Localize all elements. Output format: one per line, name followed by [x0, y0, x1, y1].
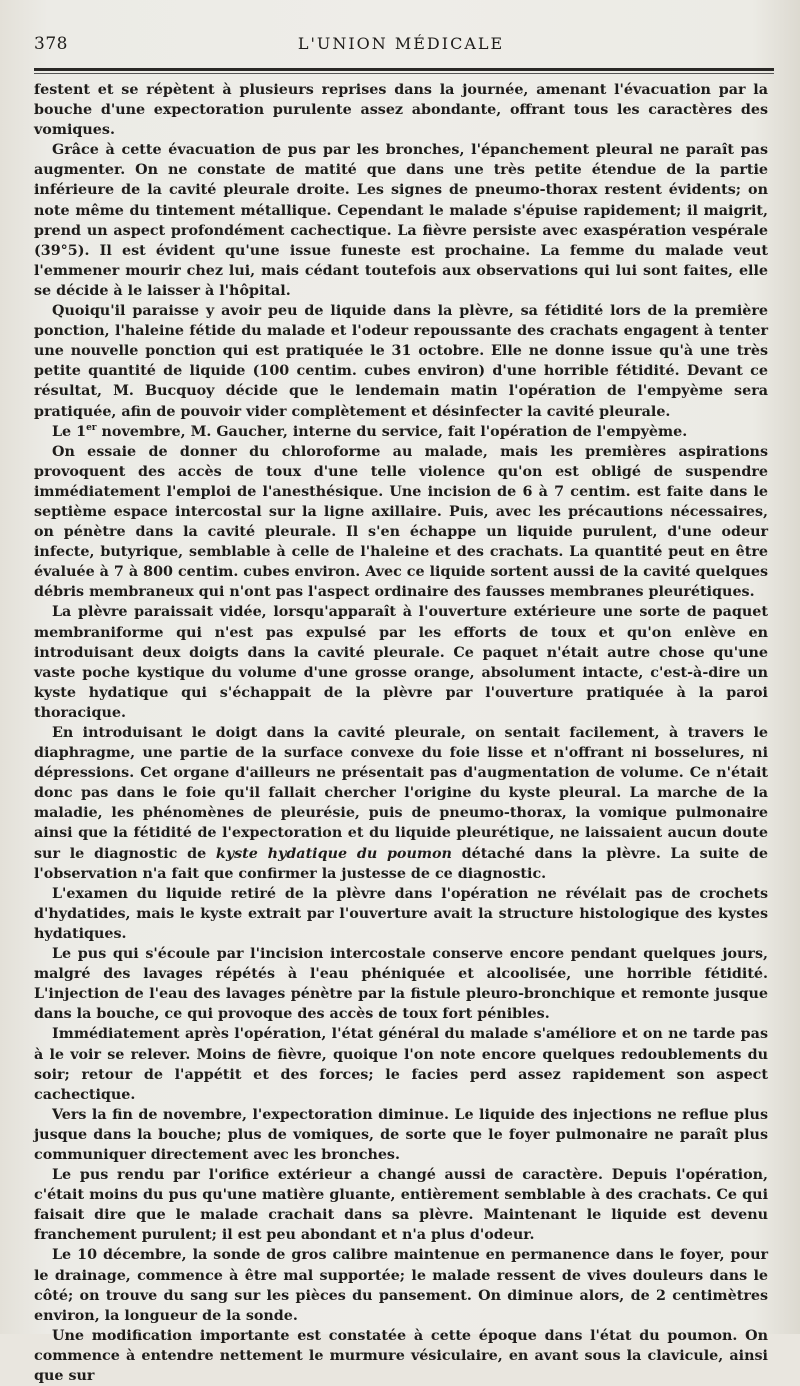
- text-run: novembre, M. Gaucher, interne du service, fait l'opération de l'empyème.: [96, 423, 688, 440]
- paragraph: Le 10 décembre, la sonde de gros calibre maintenue en permanence dans le foyer, pour le drainage, commence à être mal supportée; le malade ressent de vives douleurs dans le côté; on trouve du sang sur les pièces du pansement. On diminue alors, de 2 centimètres environ, la longueur de la sonde.: [34, 1247, 768, 1324]
- paragraph: Le pus rendu par l'orifice extérieur a changé aussi de caractère. Depuis l'opération, c'était moins du pus qu'une matière gluante, entièrement semblable à des crachats. Ce qui faisait dire que le malade crachait dans sa plèvre. Maintenant le liquide est devenu franchement purulent; il est peu abondant et n'a plus d'odeur.: [34, 1167, 768, 1244]
- running-title: L'UNION MÉDICALE: [297, 34, 505, 53]
- ordinal-superscript: er: [86, 422, 97, 433]
- header-rule-thin: [34, 73, 774, 74]
- page-header: [34, 26, 768, 58]
- text-run: détaché dans la plèvre. La suite de l'observation n'a fait que confirmer la justesse de ce diagnostic.: [34, 845, 768, 882]
- paragraph: [34, 723, 768, 884]
- paragraph: Une modification importante est constatée à cette époque dans l'état du poumon. On commence à entendre nettement le murmure vésiculaire, en avant sous la clavicule, ainsi que sur: [34, 1327, 768, 1384]
- paragraph: La plèvre paraissait vidée, lorsqu'apparaît à l'ouverture extérieure une sorte de paquet membraniforme qui n'est pas expulsé par les efforts de toux et qu'on enlève en introduisant deux doigts dans la cavité pleurale. Ce paquet n'était autre chose qu'une vaste poche kystique du volume d'une grosse orange, absolument intacte, c'est-à-dire un kyste hydatique qui s'échappait de la plèvre par l'ouverture pratiquée à la paroi thoracique.: [34, 604, 768, 721]
- paragraph: Le pus qui s'écoule par l'incision intercostale conserve encore pendant quelques jours, malgré des lavages répétés à l'eau phéniquée et alcoolisée, une horrible fétidité. L'injection de l'eau des lavages pénètre par la fistule pleuro-bronchique et remonte jusque dans la bouche, ce qui provoque des accès de toux fort pénibles.: [34, 946, 768, 1023]
- paragraph: Quoiqu'il paraisse y avoir peu de liquide dans la plèvre, sa fétidité lors de la première ponction, l'haleine fétide du malade et l'odeur repoussante des crachats engagent à tenter une nouvelle ponction qui est pratiquée le 31 octobre. Elle ne donne issue qu'à une très petite quantité de liquide (100 centim. cubes environ) d'une horrible fétidité. Devant ce résultat, M. Bucquoy décide que le lendemain matin l'opération de l'empyème sera pratiquée, afin de pouvoir vider complètement et désinfecter la cavité pleurale.: [34, 303, 768, 420]
- paragraph: Vers la fin de novembre, l'expectoration diminue. Le liquide des injections ne reflue plus jusque dans la bouche; plus de vomiques, de sorte que le foyer pulmonaire ne paraît plus communiquer directement avec les bronches.: [34, 1106, 768, 1163]
- paragraph: On essaie de donner du chloroforme au malade, mais les premières aspirations provoquent des accès de toux d'une telle violence qu'on est obligé de suspendre immédiatement l'emploi de l'anesthésique. Une incision de 6 à 7 centim. est faite dans le septième espace intercostal sur la ligne axillaire. Puis, avec les précautions nécessaires, on pénètre dans la cavité pleurale. Il s'en échappe un liquide purulent, d'une odeur infecte, butyrique, semblable à celle de l'haleine et des crachats. La quantité peut en être évaluée à 7 à 800 centim. cubes environ. Avec ce liquide sortent aussi de la cavité quelques débris membraneux qui n'ont pas l'aspect ordinaire des fausses membranes pleurétiques.: [34, 443, 768, 601]
- paragraph: festent et se répètent à plusieurs reprises dans la journée, amenant l'évacuation par la bouche d'une expectoration purulente assez abondante, offrant tous les caractères des vomiques.: [34, 82, 768, 139]
- text-run: Le 1: [52, 423, 87, 440]
- text-run: En introduisant le doigt dans la cavité pleurale, on sentait facilement, à travers le diaphragme, une partie de la surface convexe du foie lisse et n'offrant ni bosselures, ni dépressions. Cet organe d'ailleurs ne présentait pas d'augmentation de volume. Ce n'était donc pas dans le foie qu'il fallait chercher l'origine du kyste pleural. La marche de la maladie, les phénomènes de pleurésie, puis de pneumo-thorax, la vomique pulmonaire ainsi que la fétidité de l'expectoration et du liquide pleurétique, ne laissaient aucun doute sur le diagnostic de: [34, 725, 768, 862]
- diagnosis-italic: kyste hydatique du poumon: [215, 845, 452, 862]
- paragraph: [34, 422, 768, 442]
- article-body: [34, 80, 768, 1386]
- paragraph: Grâce à cette évacuation de pus par les bronches, l'épanchement pleural ne paraît pas augmenter. On ne constate de matité que dans une très petite étendue de la partie inférieure de la cavité pleurale droite. Les signes de pneumo-thorax restent évidents; on note même du tintement métallique. Cependant le malade s'épuise rapidement; il maigrit, prend un aspect profondément cachectique. La fièvre persiste avec exaspération vespérale (39°5). Il est évident qu'une issue funeste est prochaine. La femme du malade veut l'emmener mourir chez lui, mais cédant toutefois aux observations qui lui sont faites, elle se décide à le laisser à l'hôpital.: [34, 142, 768, 299]
- page-number: 378: [34, 34, 68, 54]
- paragraph: Immédiatement après l'opération, l'état général du malade s'améliore et on ne tarde pas à le voir se relever. Moins de fièvre, quoique l'on note encore quelques redoublements du soir; retour de l'appétit et des forces; le facies perd assez rapidement son aspect cachectique.: [34, 1026, 768, 1103]
- header-rule: [34, 68, 774, 71]
- paragraph: L'examen du liquide retiré de la plèvre dans l'opération ne révélait pas de crochets d'hydatides, mais le kyste extrait par l'ouverture avait la structure histologique des kystes hydatiques.: [34, 885, 768, 942]
